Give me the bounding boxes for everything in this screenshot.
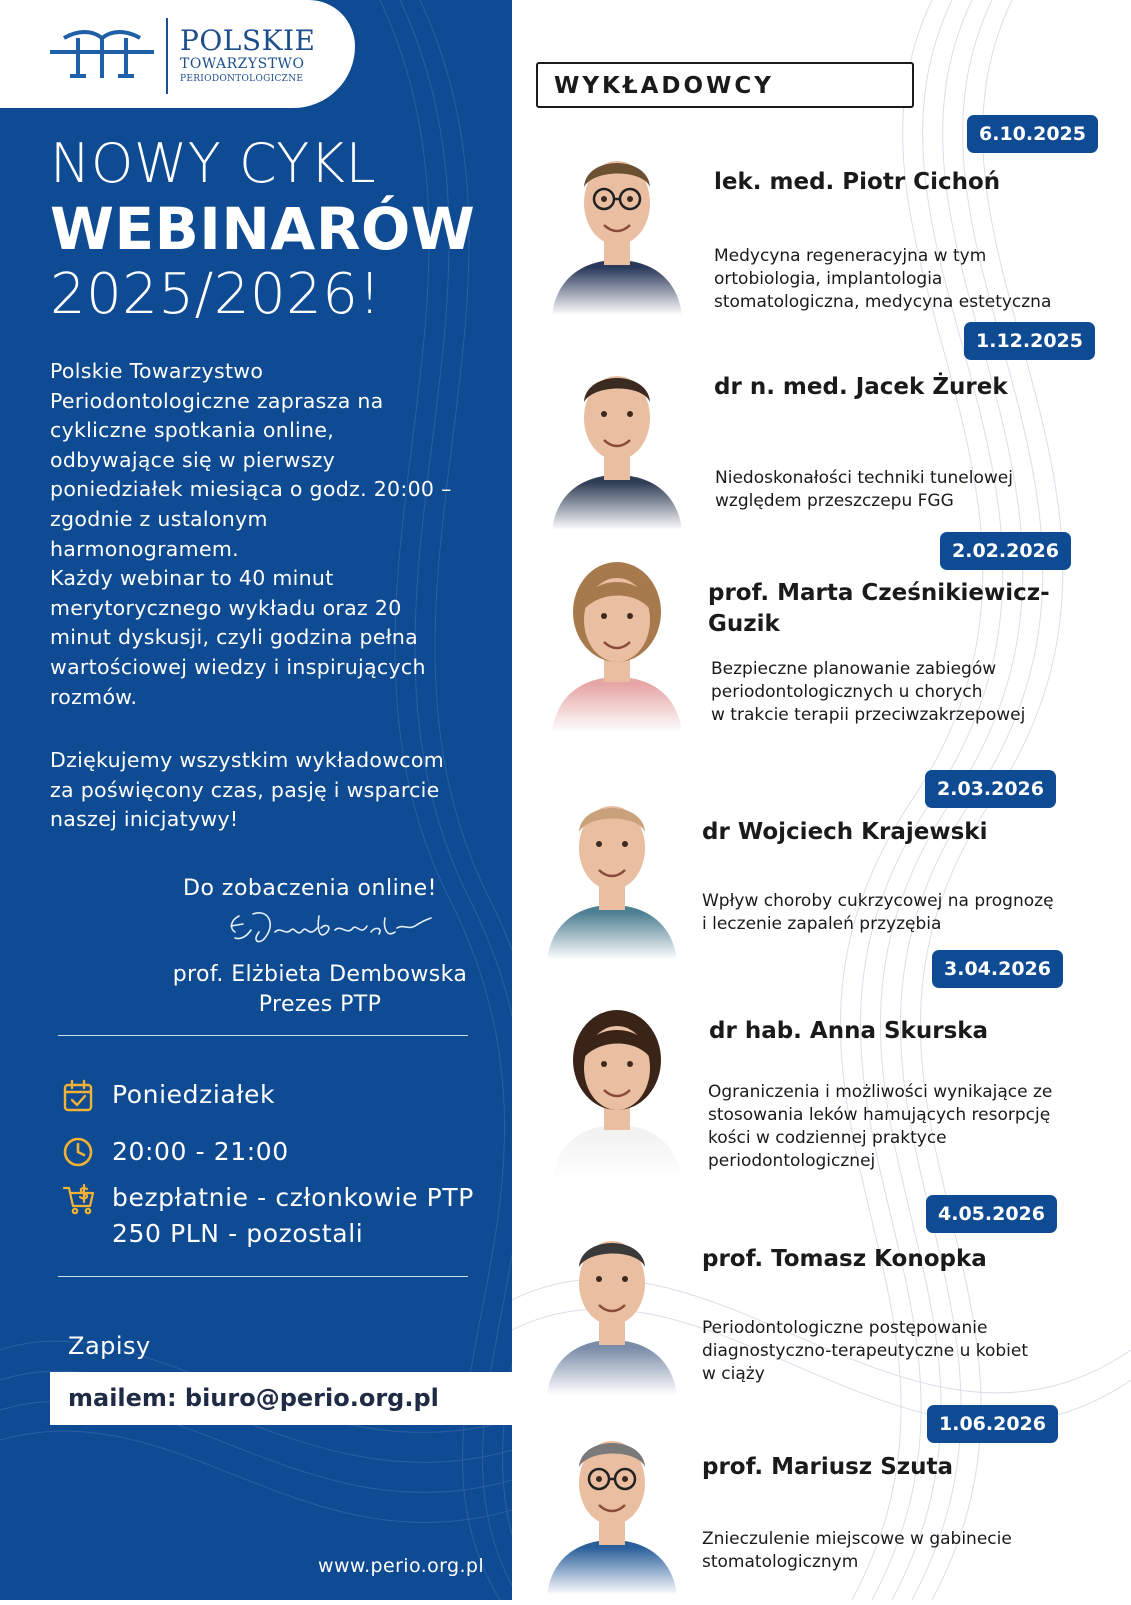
lecturer-photo-icon [542,340,692,530]
lecturer-name: prof. Mariusz Szuta [702,1454,954,1480]
info-time-text: 20:00 - 21:00 [112,1137,289,1166]
email-box[interactable] [50,1372,512,1425]
lecturers-heading: WYKŁADOWCY [554,73,774,99]
lecture-topic: Wpływ choroby cukrzycowej na prognozę i leczenie zapaleń przyzębia [702,891,1054,934]
lecture-date-badge: 3.04.2026 [932,950,1063,988]
lecture-topic: Bezpieczne planowanie zabiegów periodontologicznych u chorych w trakcie terapii przeciwzakrzepowej [711,659,1026,725]
lecturer-photo [542,125,692,319]
logo-text-line2: TOWARZYSTWO [180,56,305,72]
lecturer-photo-icon [537,770,687,960]
lecturer-card [512,115,1131,315]
logo-divider [166,18,168,94]
lecturer-photo [542,990,692,1184]
lecturer-card [512,1405,1131,1605]
signature-icon [225,906,435,950]
headline-line3: 2025/2026! [50,262,382,327]
lecturer-photo-icon [542,542,692,732]
lecturer-photo [537,1405,687,1599]
lecturer-photo-icon [537,1405,687,1595]
lecturer-card [512,532,1131,732]
left-panel [0,0,512,1600]
lecturer-card [512,950,1131,1171]
thanks-text: Dziękujemy wszystkim wykładowcom za poświęcony czas, pasję i wsparcie naszej inicjatywy! [50,748,444,832]
headline-line1: NOWY CYKL [50,132,377,195]
lecturer-photo [537,770,687,964]
lecturer-photo [542,340,692,534]
lecture-topic: Znieczulenie miejscowe w gabinecie stomatologicznym [702,1529,1012,1572]
lecture-date-badge: 6.10.2025 [967,115,1098,153]
lecturer-name: dr n. med. Jacek Żurek [714,374,1008,400]
president-block [155,960,485,1020]
logo-text-line1: POLSKIE [180,24,316,57]
divider-bottom [58,1276,468,1277]
intro-text: Polskie Towarzystwo Periodontologiczne zaprasza na cykliczne spotkania online, odbywające się w pierwszy poniedziałek miesiąca o godz. 20:00 – zgodnie z ustalonym harmonogramem. Każdy webinar to 40 minut merytorycznego wykładu oraz 20 minut dyskusji, czyli godzina pełna wartościowej wiedzy i inspirujących rozmów. [50,359,452,709]
lecturer-card [512,1195,1131,1395]
signature [225,906,435,954]
lecture-topic: Medycyna regeneracyjna w tym ortobiologia, implantologia stomatologiczna, medycyna estetyczna [714,246,1052,312]
lecturer-name: prof. Tomasz Konopka [702,1246,987,1272]
lecture-topic: Ograniczenia i możliwości wynikające ze stosowania leków hamujących resorpcję kości w codziennej praktyce periodontologicznej [708,1082,1053,1171]
lecturer-photo [537,1205,687,1399]
lecture-topic: Niedoskonałości techniki tunelowej względem przeszczepu FGG [715,468,1013,511]
signup-label: Zapisy [68,1332,151,1360]
signup-email[interactable]: mailem: biuro@perio.org.pl [68,1384,439,1412]
headline-line2: WEBINARÓW [50,195,476,263]
lecturer-name: prof. Marta Cześnikiewicz- Guzik [708,580,1050,637]
divider-top [58,1035,468,1036]
info-day-text: Poniedziałek [112,1080,276,1109]
calendar-check-icon [62,1079,94,1113]
lecturer-photo-icon [537,1205,687,1395]
lecture-date-badge: 1.12.2025 [964,322,1095,360]
logo-text-line3: PERIODONTOLOGICZNE [180,74,304,84]
lecture-date-badge: 1.06.2026 [927,1405,1058,1443]
clock-icon [62,1136,94,1168]
info-price-members: bezpłatnie - członkowie PTP [112,1183,474,1212]
lecture-date-badge: 2.02.2026 [940,532,1071,570]
lecturer-card [512,322,1131,522]
lecture-topic: Periodontologiczne postępowanie diagnostyczno-terapeutyczne u kobiet w ciąży [702,1318,1029,1384]
president-role: Prezes PTP [258,992,382,1017]
lecturer-name: lek. med. Piotr Cichoń [714,169,1001,195]
cart-dollar-icon [62,1182,96,1216]
lecturer-photo [542,542,692,736]
president-name: prof. Elżbieta Dembowska [172,962,468,987]
see-you-text: Do zobaczenia online! [183,876,437,901]
lecturer-name: dr Wojciech Krajewski [702,819,988,845]
lecture-date-badge: 2.03.2026 [925,770,1056,808]
lecturers-heading-box [536,62,914,108]
lecture-date-badge: 4.05.2026 [926,1195,1057,1233]
logo [0,0,355,108]
lecturer-photo-icon [542,990,692,1180]
website-link[interactable]: www.perio.org.pl [318,1555,485,1577]
lecturer-photo-icon [542,125,692,315]
lecturer-card [512,770,1131,970]
info-price-others: 250 PLN - pozostali [112,1219,364,1248]
lecturer-name: dr hab. Anna Skurska [709,1018,989,1044]
ptp-logo-icon [48,28,156,82]
